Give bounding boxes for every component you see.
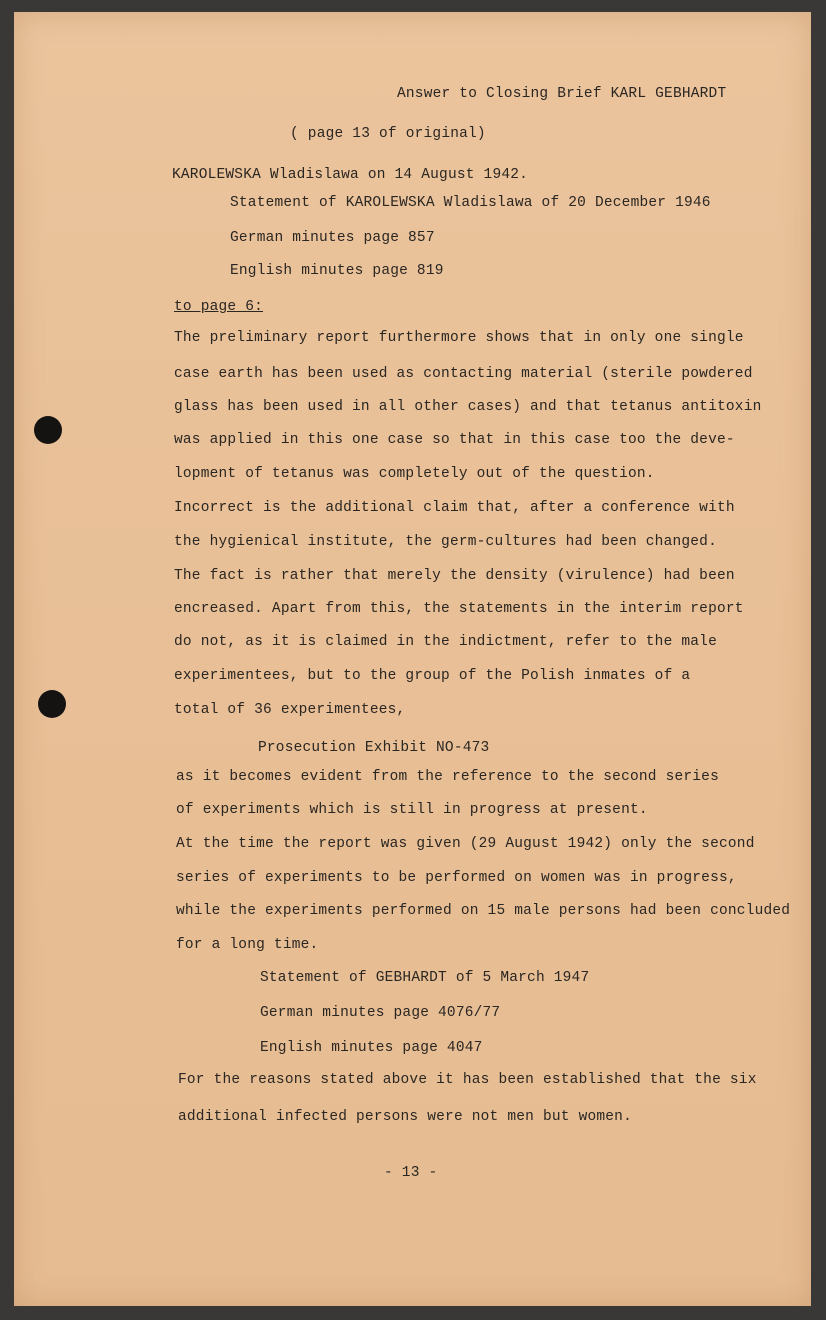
witness-line: KAROLEWSKA Wladislawa on 14 August 1942. (172, 167, 529, 183)
header-title: Answer to Closing Brief KARL GEBHARDT (397, 86, 727, 102)
body-line: as it becomes evident from the reference to the second series (176, 769, 719, 785)
body-line: The preliminary report furthermore shows that in only one single (174, 330, 744, 346)
witness-german-minutes: German minutes page 857 (230, 230, 435, 246)
page-number: - 13 - (384, 1165, 438, 1181)
body-line: series of experiments to be performed on women was in progress, (176, 870, 737, 886)
gebhardt-statement: Statement of GEBHARDT of 5 March 1947 (260, 970, 590, 986)
punch-hole (38, 690, 66, 718)
exhibit-reference: Prosecution Exhibit NO-473 (258, 740, 490, 756)
witness-statement: Statement of KAROLEWSKA Wladislawa of 20 December 1946 (230, 195, 711, 211)
body-line: do not, as it is claimed in the indictment, refer to the male (174, 634, 717, 650)
section-heading: to page 6: (174, 299, 264, 315)
body-line: glass has been used in all other cases) and that tetanus antitoxin (174, 399, 762, 415)
body-line: was applied in this one case so that in this case too the deve- (174, 432, 735, 448)
conclusion-line: For the reasons stated above it has been established that the six (178, 1072, 757, 1088)
body-line: the hygienical institute, the germ-cultures had been changed. (174, 534, 717, 550)
body-line: experimentees, but to the group of the Polish inmates of a (174, 668, 691, 684)
page-reference: ( page 13 of original) (290, 126, 486, 142)
document-page (14, 12, 811, 1306)
body-line: At the time the report was given (29 August 1942) only the second (176, 836, 755, 852)
body-line: total of 36 experimentees, (174, 702, 406, 718)
body-line: lopment of tetanus was completely out of the question. (174, 466, 655, 482)
body-line: Incorrect is the additional claim that, after a conference with (174, 500, 735, 516)
body-line: for a long time. (176, 937, 319, 953)
body-line: of experiments which is still in progress at present. (176, 802, 648, 818)
body-line: while the experiments performed on 15 male persons had been concluded (176, 903, 791, 919)
witness-english-minutes: English minutes page 819 (230, 263, 444, 279)
body-line: encreased. Apart from this, the statements in the interim report (174, 601, 744, 617)
conclusion-line: additional infected persons were not men but women. (178, 1109, 632, 1125)
body-line: case earth has been used as contacting material (sterile powdered (174, 366, 753, 382)
punch-hole (34, 416, 62, 444)
body-line: The fact is rather that merely the density (virulence) had been (174, 568, 735, 584)
gebhardt-german-minutes: German minutes page 4076/77 (260, 1005, 501, 1021)
gebhardt-english-minutes: English minutes page 4047 (260, 1040, 483, 1056)
